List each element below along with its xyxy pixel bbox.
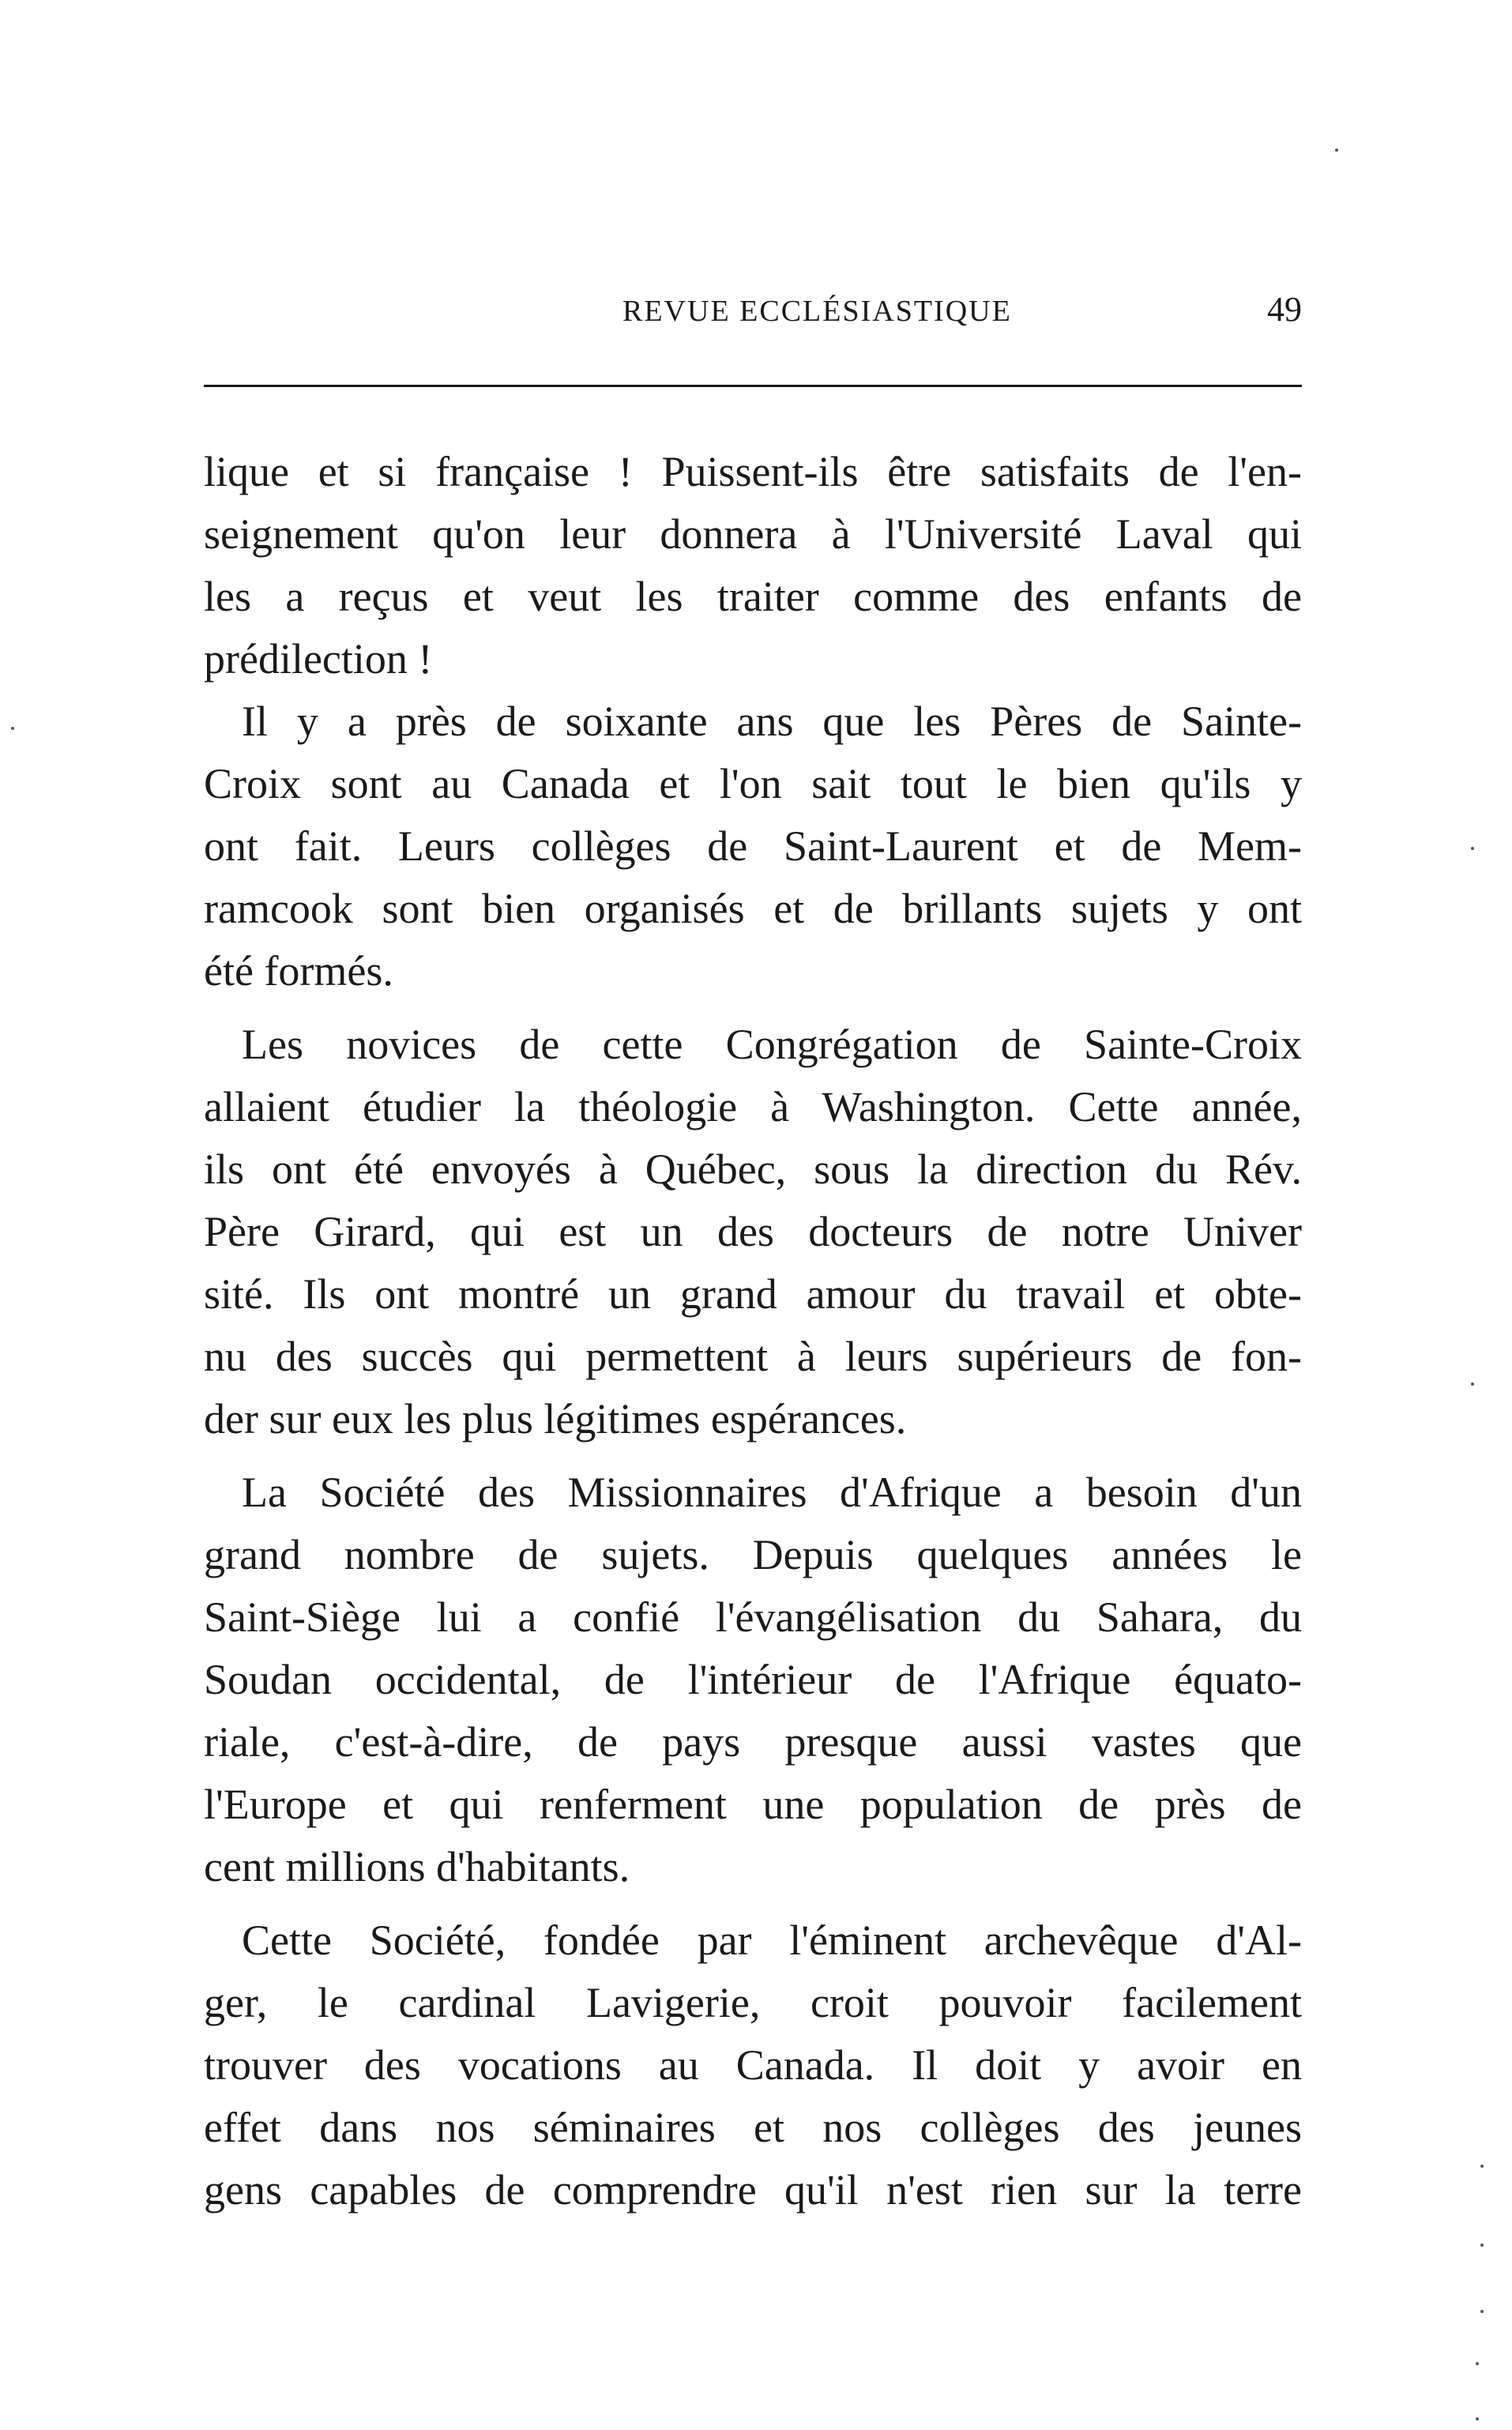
scan-speck (1476, 2417, 1479, 2421)
text-line: Les novices de cette Congrégation de Sainte-Croix (242, 1021, 1302, 1068)
text-line: sité. Ils ont montré un grand amour du travail et obte- (204, 1270, 1302, 1318)
paragraph-gap (204, 1002, 1302, 1014)
text-line: Père Girard, qui est un des docteurs de notre Univer (204, 1208, 1302, 1255)
text-line: nu des succès qui permettent à leurs supérieurs de fon- (204, 1333, 1302, 1380)
text-line: lique et si française ! Puissent-ils être satisfaits de l'en- (204, 448, 1302, 495)
scan-speck (1335, 149, 1338, 152)
scan-speck (1480, 2165, 1484, 2168)
paragraph-gap (204, 1898, 1302, 1909)
text-line: Saint-Siège lui a confié l'évangélisation du Sahara, du (204, 1593, 1302, 1641)
paragraph-1 (204, 441, 1302, 690)
text-line: ils ont été envoyés à Québec, sous la direction du Rév. (204, 1145, 1302, 1193)
text-line: été formés. (204, 947, 393, 995)
scan-speck (1471, 847, 1474, 850)
text-line: der sur eux les plus légitimes espérances. (204, 1395, 907, 1443)
text-line: ont fait. Leurs collèges de Saint-Laurent et de Mem- (204, 822, 1302, 870)
text-line: les a reçus et veut les traiter comme des enfants de (204, 573, 1302, 620)
text-line: Croix sont au Canada et l'on sait tout le bien qu'ils y (204, 760, 1302, 807)
page-number: 49 (1267, 290, 1302, 329)
text-line: Cette Société, fondée par l'éminent archevêque d'Al- (242, 1917, 1302, 1964)
paragraph-3 (204, 1014, 1302, 1450)
text-line: effet dans nos séminaires et nos collèges des jeunes (204, 2104, 1302, 2151)
text-line: Soudan occidental, de l'intérieur de l'Afrique équato- (204, 1656, 1302, 1703)
text-line: cent millions d'habitants. (204, 1843, 630, 1890)
scan-speck (11, 727, 14, 730)
text-line: allaient étudier la théologie à Washington. Cette année, (204, 1083, 1302, 1130)
text-line: Il y a près de soixante ans que les Pères de Sainte- (242, 698, 1302, 745)
text-line: ger, le cardinal Lavigerie, croit pouvoir facilement (204, 1979, 1302, 2026)
text-line: grand nombre de sujets. Depuis quelques années le (204, 1531, 1302, 1578)
running-header (204, 290, 1302, 341)
scan-speck (1471, 1382, 1474, 1386)
paragraph-gap (204, 1450, 1302, 1461)
text-line: trouver des vocations au Canada. Il doit y avoir en (204, 2041, 1302, 2089)
text-line: ramcook sont bien organisés et de brillants sujets y ont (204, 885, 1302, 932)
paragraph-4 (204, 1461, 1302, 1898)
scan-speck (1480, 2244, 1484, 2247)
running-title: REVUE ECCLÉSIASTIQUE (622, 295, 1012, 328)
scan-speck (1476, 2362, 1479, 2365)
text-line: prédilection ! (204, 635, 433, 683)
paragraph-2 (204, 690, 1302, 1002)
text-line: gens capables de comprendre qu'il n'est rien sur la terre (204, 2166, 1302, 2214)
paragraph-5 (204, 1909, 1302, 2221)
header-rule (204, 385, 1302, 387)
scan-speck (1480, 2310, 1484, 2313)
text-line: riale, c'est-à-dire, de pays presque aussi vastes que (204, 1718, 1302, 1766)
text-line: seignement qu'on leur donnera à l'Université Laval qui (204, 510, 1302, 558)
text-line: l'Europe et qui renferment une population de près de (204, 1781, 1302, 1828)
text-line: La Société des Missionnaires d'Afrique a besoin d'un (242, 1469, 1302, 1516)
body-text (204, 441, 1302, 2221)
